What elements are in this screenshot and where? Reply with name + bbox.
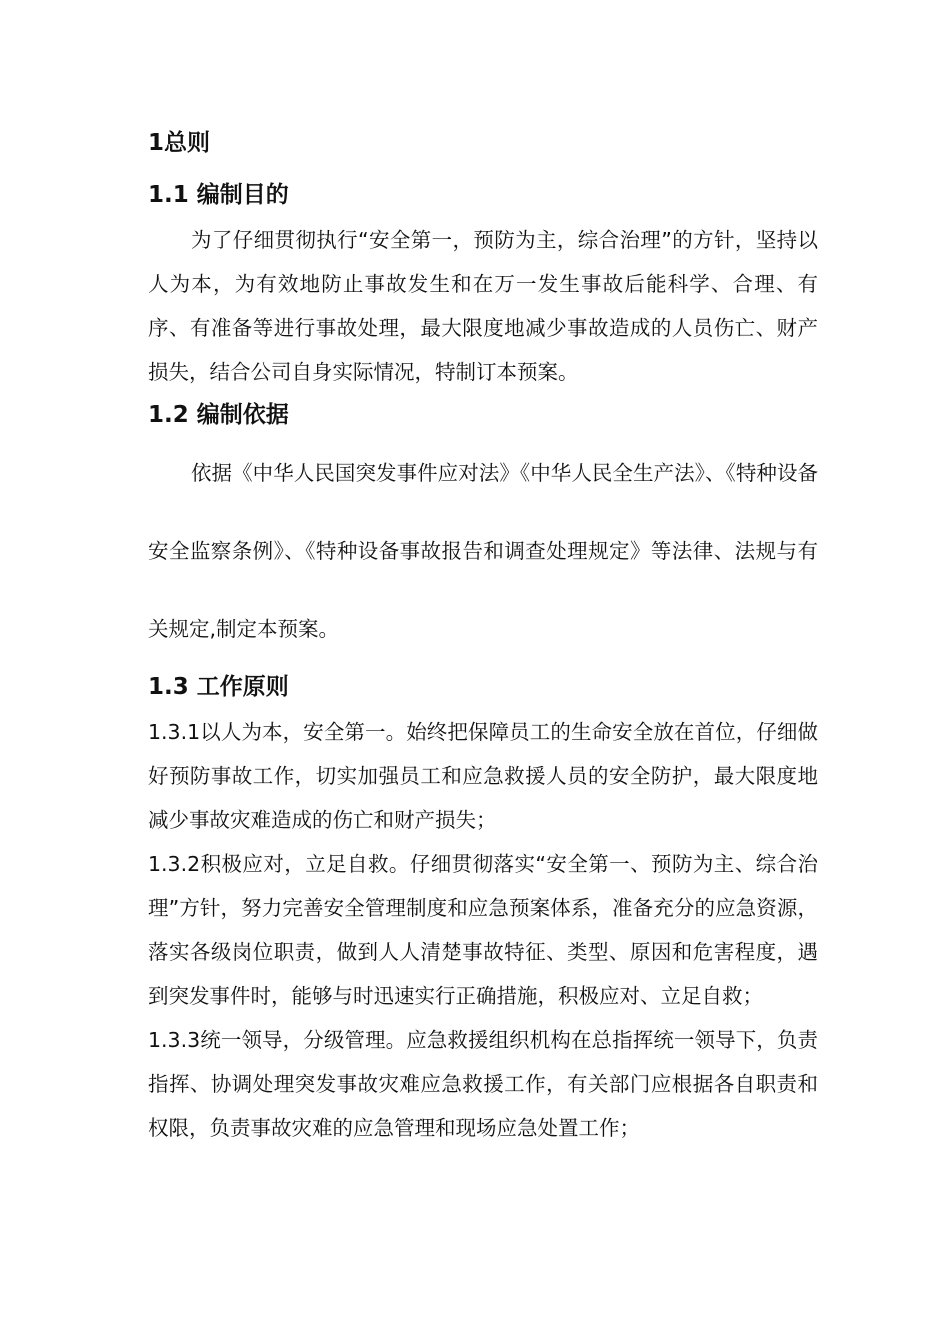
principle-item: 1.3.2积极应对，立足自救。仔细贯彻落实“安全第一、预防为主、综合治理”方针，努力完善安全管理制度和应急预案体系，准备充分的应急资源，落实各级岗位职责，做到人人清楚事故特征、类型、原因和危害程度，遇到突发事件时，能够与时迅速实行正确措施，积极应对、立足自救； [148,852,818,1008]
section-body-purpose: 为了仔细贯彻执行“安全第一，预防为主，综合治理”的方针，坚持以人为本，为有效地防止事故发生和在万一发生事故后能科学、合理、有序、有准备等进行事故处理，最大限度地减少事故造成的人员伤亡、财产损失，结合公司自身实际情况，特制订本预案。 [148,228,818,384]
section-body-basis: 依据《中华人民国突发事件应对法》《中华人民全生产法》、《特种设备安全监察条例》、《特种设备事故报告和调查处理规定》等法律、法规与有关规定,制定本预案。 [148,461,818,641]
chapter-title: 1总则 [148,130,211,156]
section-heading-purpose: 1.1 编制目的 [148,182,289,208]
section-heading-basis: 1.2 编制依据 [148,402,289,428]
section-heading-principles: 1.3 工作原则 [148,674,289,700]
principle-item: 1.3.1以人为本，安全第一。始终把保障员工的生命安全放在首位，仔细做好预防事故工作，切实加强员工和应急救援人员的安全防护，最大限度地减少事故灾难造成的伤亡和财产损失； [148,720,818,832]
document-content [148,124,818,1150]
principle-item: 1.3.3统一领导，分级管理。应急救援组织机构在总指挥统一领导下，负责指挥、协调处理突发事故灾难应急救援工作，有关部门应根据各自职责和权限，负责事故灾难的应急管理和现场应急处置工作； [148,1028,818,1140]
